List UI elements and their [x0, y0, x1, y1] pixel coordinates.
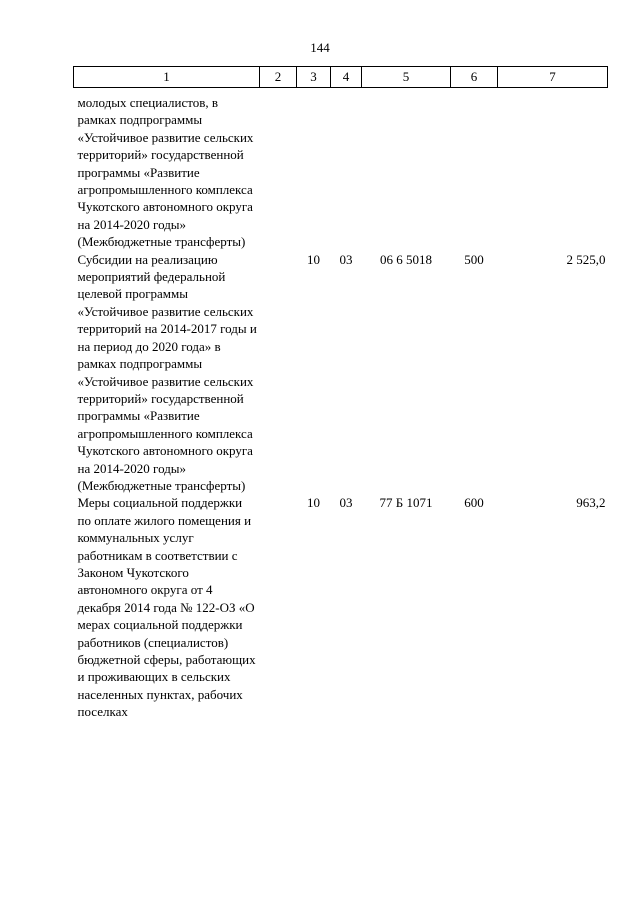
column-header-6: 6 — [451, 67, 498, 88]
row-col2 — [260, 251, 297, 495]
row-expense-type — [451, 88, 498, 251]
row-description: Субсидии на реализацию мероприятий федеральной целевой программы «Устойчивое развитие сельских территорий на 2014-2017 годы и на период до 2020 года» в рамках подпрограммы «Устойчивое развитие сельских территорий» государственной программы «Развитие агропромышленного комплекса Чукотского автономного округа на 2014-2020 годы» (Межбюджетные трансферты) — [77, 251, 257, 493]
table-row — [74, 251, 608, 495]
row-subsection: 03 — [339, 251, 353, 267]
column-header-5: 5 — [362, 67, 451, 88]
row-subsection: 03 — [339, 495, 353, 511]
row-section: 10 — [307, 495, 320, 511]
row-amount: 2 525,0 — [566, 251, 606, 267]
row-col2 — [260, 494, 297, 720]
row-amount: 963,2 — [576, 495, 606, 511]
row-section — [297, 88, 331, 251]
row-subsection — [331, 88, 362, 251]
row-target: 77 Б 1071 — [379, 495, 433, 511]
row-expense-type: 500 — [464, 251, 484, 267]
budget-table — [73, 66, 608, 721]
page-number: 144 — [310, 40, 330, 55]
row-expense-type: 600 — [464, 495, 484, 511]
row-description: Меры социальной поддержки по оплате жилого помещения и коммунальных услуг работникам в соответствии с Законом Чукотского автономного округа от 4 декабря 2014 года № 122-ОЗ «О мерах социальной поддержки работников (специалистов) бюджетной сферы, работающих и проживающих в сельских населенных пунктах, рабочих поселках — [77, 495, 256, 720]
column-header-1: 1 — [74, 67, 260, 88]
row-target: 06 6 5018 — [380, 251, 432, 267]
column-header-2: 2 — [260, 67, 297, 88]
row-amount — [498, 88, 608, 251]
row-description: молодых специалистов, в рамках подпрограммы «Устойчивое развитие сельских территорий» государственной программы «Развитие агропромышленного комплекса Чукотского автономного округа на 2014-2020 годы» (Межбюджетные трансферты) — [77, 95, 254, 250]
column-header-7: 7 — [498, 67, 608, 88]
column-header-4: 4 — [331, 67, 362, 88]
column-header-3: 3 — [297, 67, 331, 88]
table-row — [74, 88, 608, 251]
row-section: 10 — [307, 251, 320, 267]
table-row — [74, 494, 608, 720]
header-row — [74, 67, 608, 88]
row-target — [362, 88, 451, 251]
row-col2 — [260, 88, 297, 251]
